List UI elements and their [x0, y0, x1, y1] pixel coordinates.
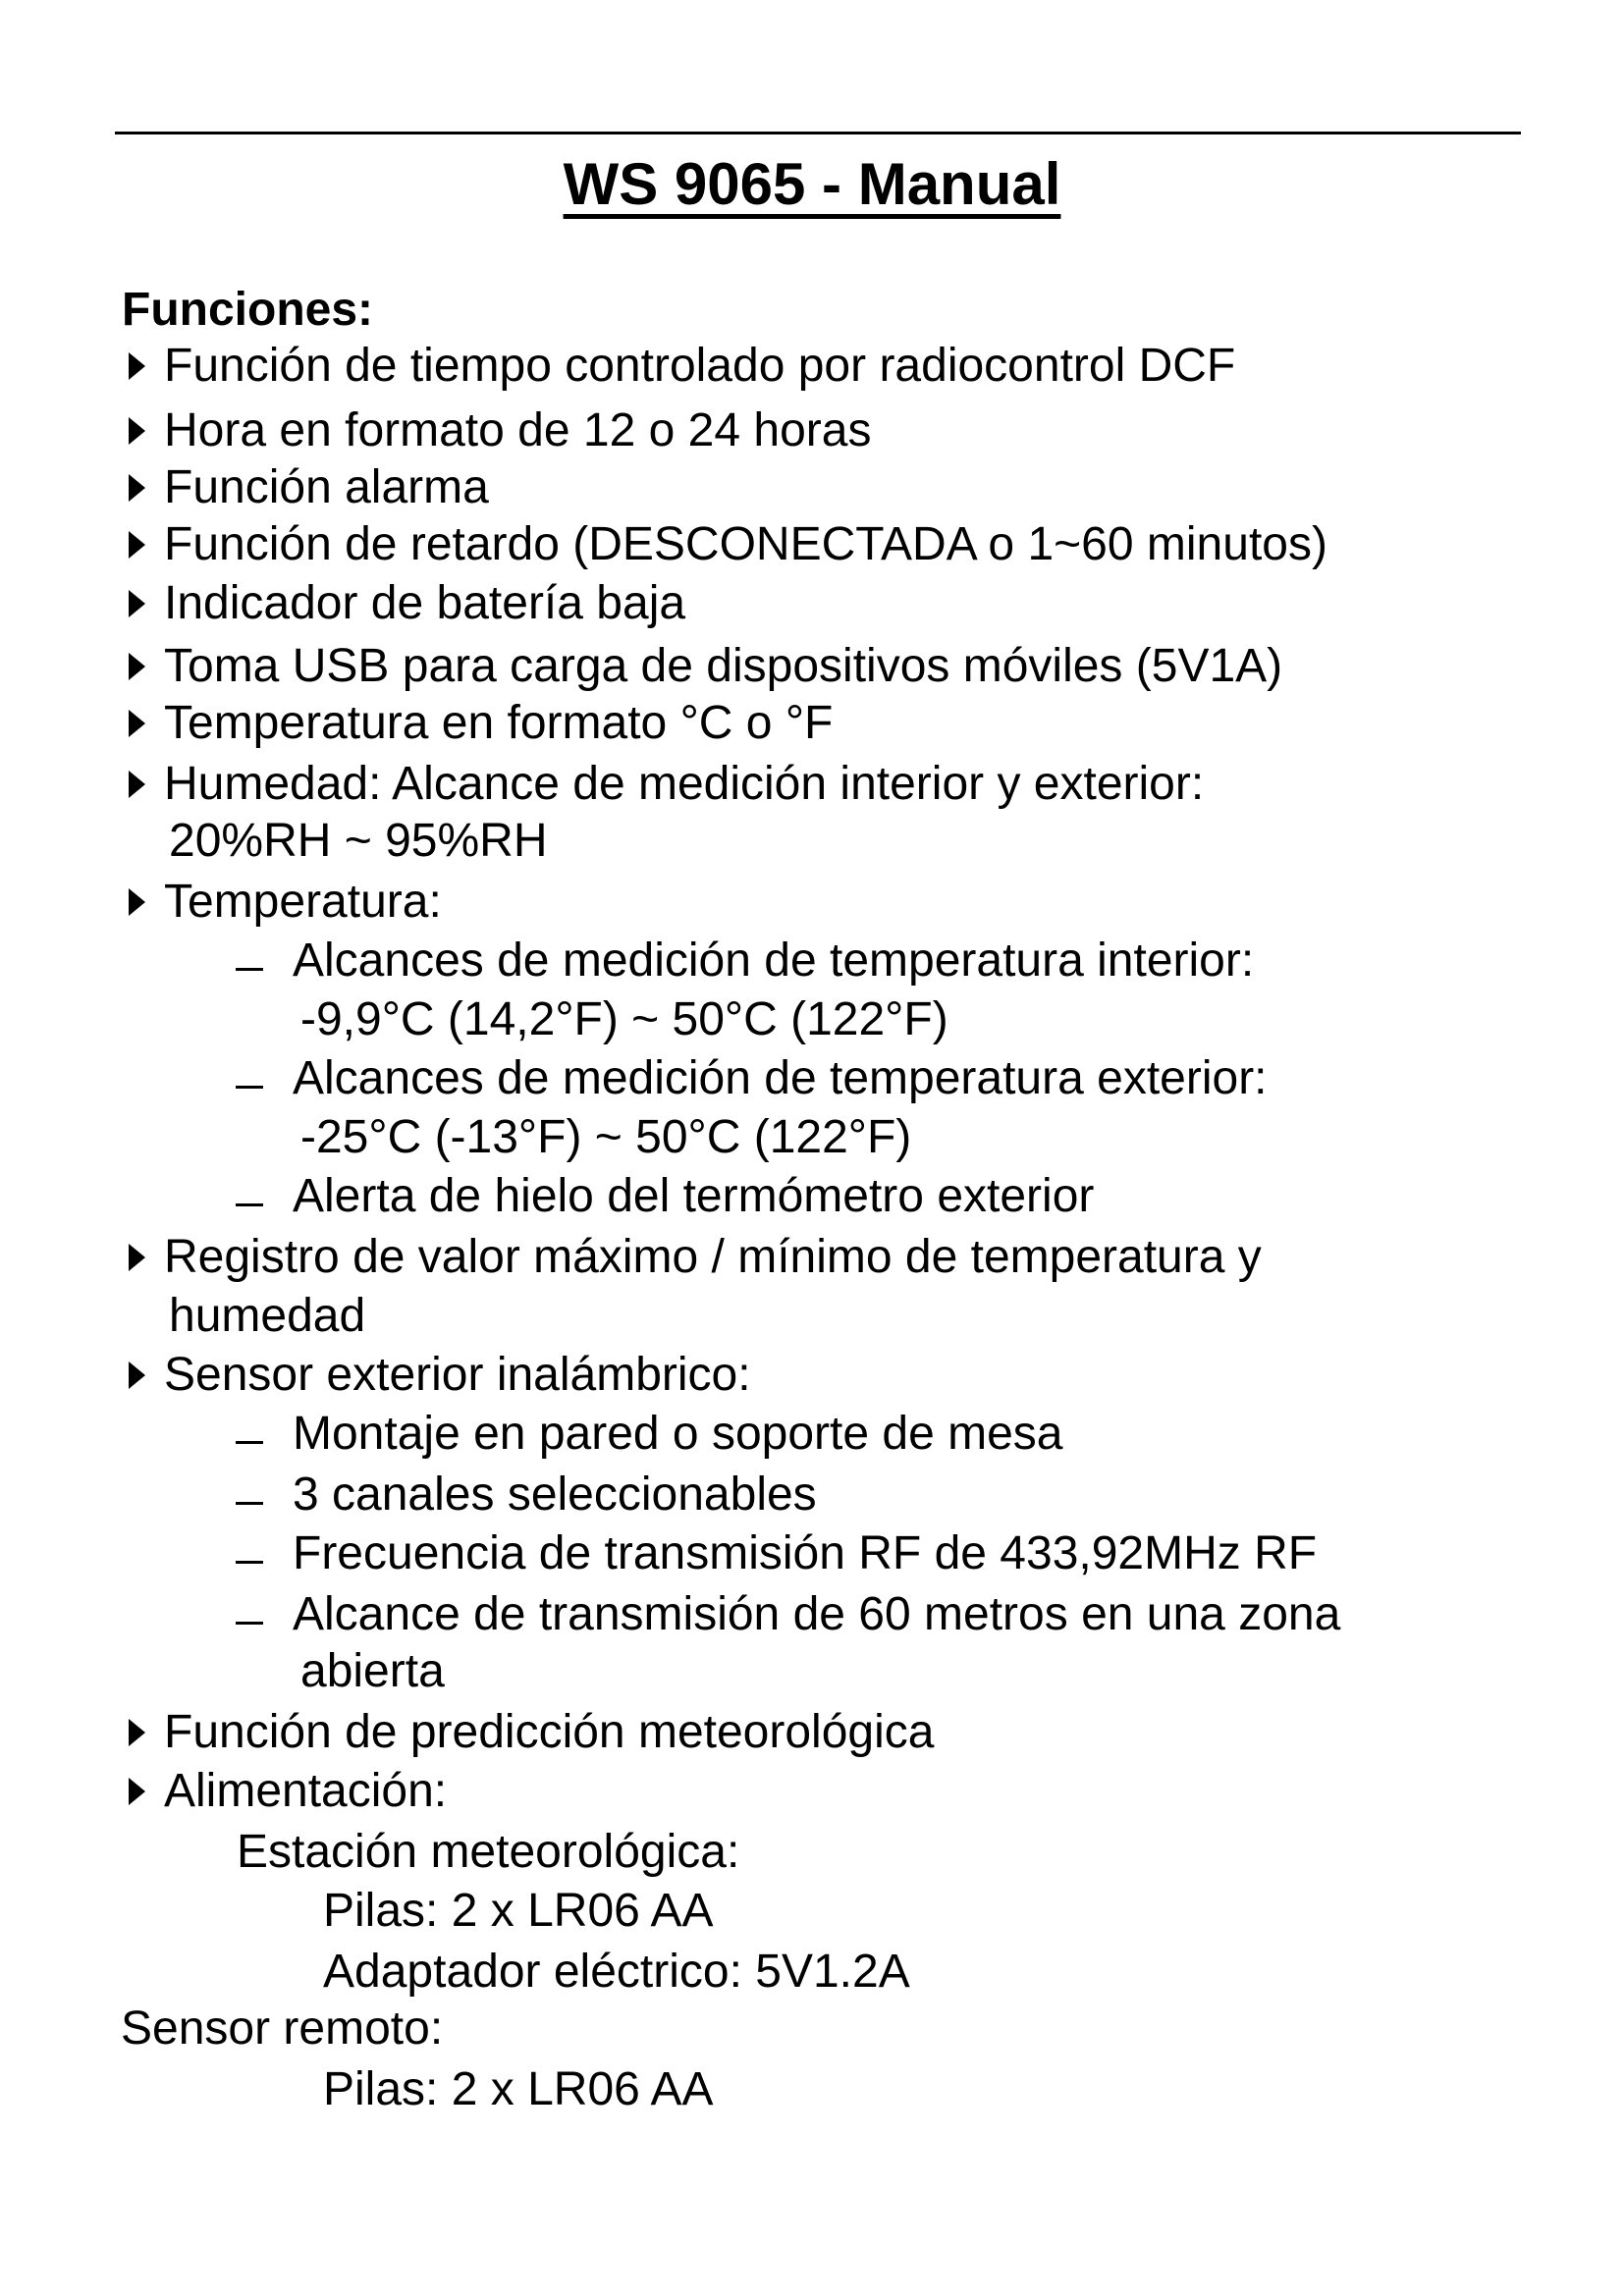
feature-minmax: Registro de valor máximo / mínimo de temperatura y	[164, 1231, 1262, 1283]
feature-radio-time: Función de tiempo controlado por radiocontrol DCF	[164, 340, 1236, 392]
sub-bullet-dash	[236, 968, 263, 971]
section-heading: Funciones:	[122, 284, 374, 336]
bullet-arrow-icon	[129, 352, 145, 380]
sensor-channels: 3 canales seleccionables	[293, 1468, 817, 1521]
sensor-mount: Montaje en pared o soporte de mesa	[293, 1408, 1063, 1460]
sensor-frequency: Frecuencia de transmisión RF de 433,92MHz RF	[293, 1527, 1318, 1579]
sensor-range: Alcance de transmisión de 60 metros en una zona	[293, 1588, 1341, 1640]
frost-alert: Alerta de hielo del termómetro exterior	[293, 1170, 1095, 1222]
feature-sensor: Sensor exterior inalámbrico:	[164, 1349, 751, 1401]
feature-alarm: Función alarma	[164, 461, 489, 513]
feature-humidity-range: 20%RH ~ 95%RH	[169, 815, 548, 867]
temp-indoor-range-label: Alcances de medición de temperatura interior:	[293, 934, 1255, 987]
bullet-arrow-icon	[129, 474, 145, 502]
bullet-arrow-icon	[129, 1244, 145, 1271]
feature-power: Alimentación:	[164, 1765, 448, 1817]
sub-bullet-dash	[236, 1502, 263, 1505]
feature-temperature: Temperatura:	[164, 876, 442, 928]
feature-temp-format: Temperatura en formato °C o °F	[164, 697, 834, 749]
feature-forecast: Función de predicción meteorológica	[164, 1706, 935, 1758]
temp-outdoor-range-label: Alcances de medición de temperatura exterior:	[293, 1052, 1268, 1104]
sub-bullet-dash	[236, 1561, 263, 1564]
sensor-range-cont: abierta	[300, 1645, 445, 1697]
bullet-arrow-icon	[129, 1362, 145, 1389]
temp-outdoor-range-value: -25°C (-13°F) ~ 50°C (122°F)	[300, 1111, 912, 1163]
feature-usb: Toma USB para carga de dispositivos móviles (5V1A)	[164, 640, 1283, 692]
bullet-arrow-icon	[129, 417, 145, 445]
power-station-label: Estación meteorológica:	[237, 1826, 740, 1878]
sub-bullet-dash	[236, 1622, 263, 1625]
feature-minmax-cont: humedad	[169, 1290, 366, 1342]
power-station-batteries: Pilas: 2 x LR06 AA	[323, 1885, 714, 1937]
sub-bullet-dash	[236, 1203, 263, 1206]
power-remote-label: Sensor remoto:	[121, 2002, 444, 2055]
bullet-arrow-icon	[129, 1719, 145, 1746]
bullet-arrow-icon	[129, 590, 145, 617]
bullet-arrow-icon	[129, 1778, 145, 1805]
bullet-arrow-icon	[129, 710, 145, 737]
sub-bullet-dash	[236, 1086, 263, 1089]
power-station-adapter: Adaptador eléctrico: 5V1.2A	[323, 1946, 910, 1998]
document-title-text: WS 9065 - Manual	[563, 151, 1061, 217]
temp-indoor-range-value: -9,9°C (14,2°F) ~ 50°C (122°F)	[300, 993, 948, 1045]
feature-hour-format: Hora en formato de 12 o 24 horas	[164, 404, 872, 456]
bullet-arrow-icon	[129, 653, 145, 680]
feature-snooze: Función de retardo (DESCONECTADA o 1~60 minutos)	[164, 518, 1327, 570]
bullet-arrow-icon	[129, 771, 145, 798]
top-rule	[115, 132, 1521, 134]
document-title	[0, 145, 1624, 224]
bullet-arrow-icon	[129, 531, 145, 559]
feature-humidity: Humedad: Alcance de medición interior y exterior:	[164, 758, 1205, 810]
power-remote-batteries: Pilas: 2 x LR06 AA	[323, 2063, 714, 2115]
feature-low-battery: Indicador de batería baja	[164, 577, 686, 629]
sub-bullet-dash	[236, 1441, 263, 1444]
bullet-arrow-icon	[129, 888, 145, 916]
